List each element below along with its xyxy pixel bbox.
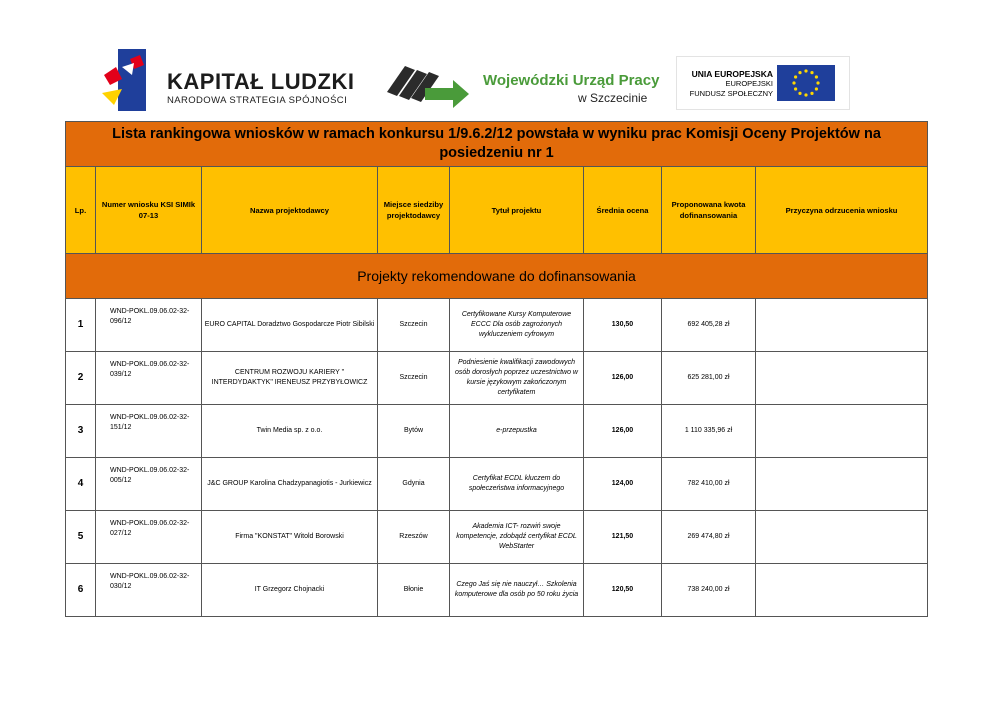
cell-rejection-reason xyxy=(756,458,928,511)
cell-seat: Błonie xyxy=(378,564,450,617)
kapital-ludzki-title: KAPITAŁ LUDZKI xyxy=(167,69,355,94)
col-header-seat: Miejsce siedziby projektodawcy xyxy=(378,167,450,254)
cell-amount: 692 405,28 zł xyxy=(662,299,756,352)
cell-rejection-reason xyxy=(756,511,928,564)
table-row xyxy=(66,405,928,458)
kapital-ludzki-emblem-icon xyxy=(100,45,162,117)
cell-project-title: Czego Jaś się nie nauczył… Szkolenia komputerowe dla osób po 50 roku życia xyxy=(450,564,584,617)
wup-title: Wojewódzki Urząd Pracy xyxy=(483,72,660,89)
eu-logo xyxy=(676,56,850,110)
cell-seat: Gdynia xyxy=(378,458,450,511)
eu-line2: EUROPEJSKI xyxy=(725,79,773,88)
cell-number: WND-POKL.09.06.02-32-030/12 xyxy=(96,564,202,617)
cell-lp: 4 xyxy=(66,458,96,511)
cell-number: WND-POKL.09.06.02-32-151/12 xyxy=(96,405,202,458)
cell-project-title: Certyfikowane Kursy Komputerowe ECCC Dla osób zagrożonych wykluczeniem cyfrowym xyxy=(450,299,584,352)
cell-amount: 269 474,80 zł xyxy=(662,511,756,564)
cell-rejection-reason xyxy=(756,564,928,617)
cell-amount: 1 110 335,96 zł xyxy=(662,405,756,458)
cell-applicant: CENTRUM ROZWOJU KARIERY " INTERDYDAKTYK" IRENEUSZ PRZYBYŁOWICZ xyxy=(202,352,378,405)
cell-lp: 3 xyxy=(66,405,96,458)
cell-rejection-reason xyxy=(756,405,928,458)
cell-applicant: Twin Media sp. z o.o. xyxy=(202,405,378,458)
col-header-rejection-reason: Przyczyna odrzucenia wniosku xyxy=(756,167,928,254)
table-row xyxy=(66,564,928,617)
col-header-score: Średnia ocena xyxy=(584,167,662,254)
cell-number: WND-POKL.09.06.02-32-027/12 xyxy=(96,511,202,564)
cell-score: 130,50 xyxy=(584,299,662,352)
cell-seat: Rzeszów xyxy=(378,511,450,564)
table-header-row xyxy=(66,167,928,254)
eu-line3: FUNDUSZ SPOŁECZNY xyxy=(689,89,773,98)
cell-number: WND-POKL.09.06.02-32-005/12 xyxy=(96,458,202,511)
cell-rejection-reason xyxy=(756,299,928,352)
cell-seat: Bytów xyxy=(378,405,450,458)
cell-project-title: Certyfikat ECDL kluczem do społeczeństwa informacyjnego xyxy=(450,458,584,511)
eu-text xyxy=(690,69,773,99)
col-header-number: Numer wniosku KSI SIMIk 07-13 xyxy=(96,167,202,254)
cell-seat: Szczecin xyxy=(378,299,450,352)
ranking-table xyxy=(65,121,928,617)
cell-lp: 6 xyxy=(66,564,96,617)
wup-subtitle: w Szczecinie xyxy=(578,91,648,105)
table-row xyxy=(66,299,928,352)
cell-applicant: Firma "KONSTAT" Witold Borowski xyxy=(202,511,378,564)
col-header-amount: Proponowana kwota dofinansowania xyxy=(662,167,756,254)
eu-line1: UNIA EUROPEJSKA xyxy=(691,69,773,79)
cell-number: WND-POKL.09.06.02-32-096/12 xyxy=(96,299,202,352)
cell-applicant: J&C GROUP Karolina Chadzypanagiotis - Jurkiewicz xyxy=(202,458,378,511)
col-header-lp: Lp. xyxy=(66,167,96,254)
cell-lp: 2 xyxy=(66,352,96,405)
cell-score: 121,50 xyxy=(584,511,662,564)
cell-amount: 738 240,00 zł xyxy=(662,564,756,617)
cell-score: 120,50 xyxy=(584,564,662,617)
table-title: Lista rankingowa wniosków w ramach konkursu 1/9.6.2/12 powstała w wyniku prac Komisji Oceny Projektów na posiedzeniu nr 1 xyxy=(66,122,928,167)
cell-lp: 1 xyxy=(66,299,96,352)
table-row xyxy=(66,352,928,405)
kapital-ludzki-logo xyxy=(100,45,355,117)
col-header-project-title: Tytuł projektu xyxy=(450,167,584,254)
cell-rejection-reason xyxy=(756,352,928,405)
col-header-applicant: Nazwa projektodawcy xyxy=(202,167,378,254)
cell-applicant: EURO CAPITAL Doradztwo Gospodarcze Piotr Sibilski xyxy=(202,299,378,352)
cell-lp: 5 xyxy=(66,511,96,564)
cell-amount: 782 410,00 zł xyxy=(662,458,756,511)
cell-seat: Szczecin xyxy=(378,352,450,405)
cell-project-title: Akademia ICT- rozwiń swoje kompetencje, zdobądź certyfikat ECDL WebStarter xyxy=(450,511,584,564)
eu-flag-icon xyxy=(777,65,835,101)
cell-score: 124,00 xyxy=(584,458,662,511)
section-heading: Projekty rekomendowane do dofinansowania xyxy=(66,254,928,299)
table-row xyxy=(66,511,928,564)
cell-score: 126,00 xyxy=(584,352,662,405)
wup-cards-arrow-icon xyxy=(385,62,475,112)
cell-project-title: Podniesienie kwalifikacji zawodowych osób dorosłych poprzez uczestnictwo w kursie językowym zakończonym certyfikatem xyxy=(450,352,584,405)
wup-logo xyxy=(385,62,660,112)
cell-project-title: e-przepustka xyxy=(450,405,584,458)
table-row xyxy=(66,458,928,511)
kapital-ludzki-subtitle: NARODOWA STRATEGIA SPÓJNOŚCI xyxy=(167,95,348,106)
cell-score: 126,00 xyxy=(584,405,662,458)
cell-applicant: IT Grzegorz Chojnacki xyxy=(202,564,378,617)
cell-amount: 625 281,00 zł xyxy=(662,352,756,405)
cell-number: WND-POKL.09.06.02-32-039/12 xyxy=(96,352,202,405)
